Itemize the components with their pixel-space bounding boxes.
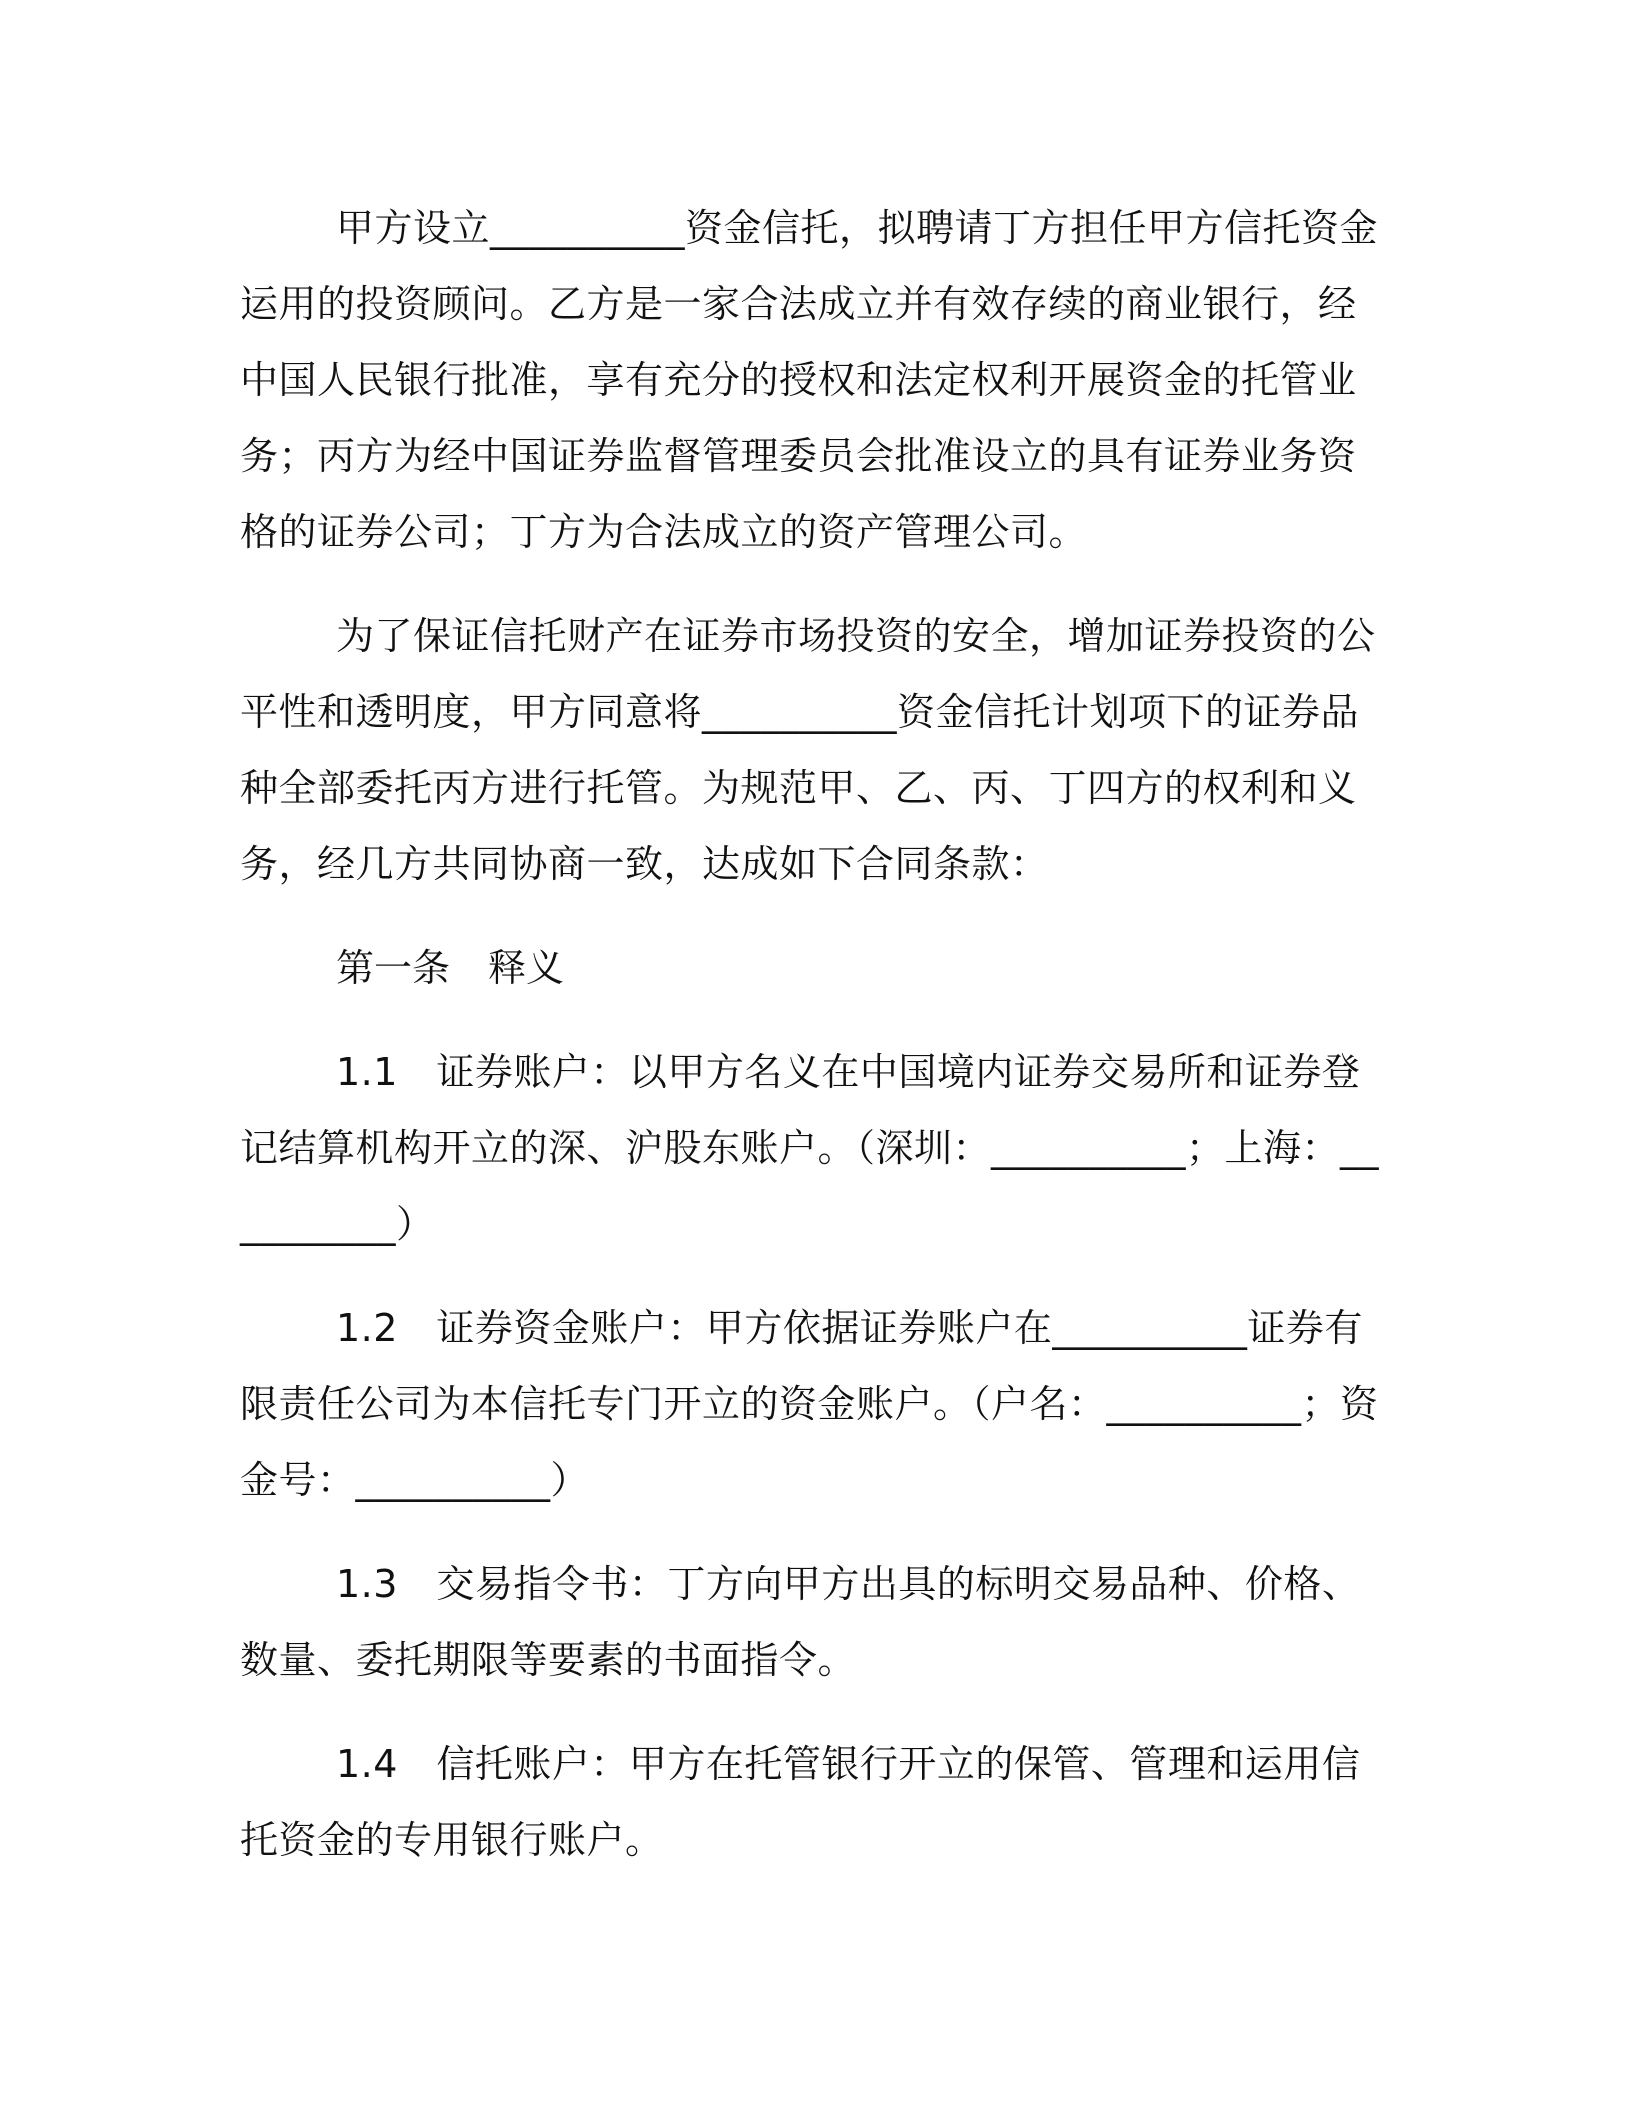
preamble-paragraph-2: 为了保证信托财产在证券市场投资的安全，增加证券投资的公平性和透明度，甲方同意将__________资金信托计划项下的证券品种全部委托丙方进行托管。为规范甲、乙、丙、丁四方的权利和义务，经几方共同协商一致，达成如下合同条款： <box>240 614 1376 886</box>
article-1-title: 第一条 释义 <box>336 946 565 990</box>
clause-1-4: 1.4 信托账户：甲方在托管银行开立的保管、管理和运用信托资金的专用银行账户。 <box>240 1742 1361 1862</box>
preamble-paragraph-1: 甲方设立__________资金信托，拟聘请丁方担任甲方信托资金运用的投资顾问。乙方是一家合法成立并有效存续的商业银行，经中国人民银行批准，享有充分的授权和法定权利开展资金的托管业务；丙方为经中国证券监督管理委员会批准设立的具有证券业务资格的证券公司；丁方为合法成立的资产管理公司。 <box>240 206 1379 554</box>
clause-1-2: 1.2 证券资金账户：甲方依据证券账户在__________证券有限责任公司为本信托专门开立的资金账户。（户名：__________；资金号：__________） <box>240 1306 1379 1502</box>
document-page <box>240 190 1392 1878</box>
clause-1-1: 1.1 证券账户：以甲方名义在中国境内证券交易所和证券登记结算机构开立的深、沪股东账户。（深圳：__________；上海：__________） <box>240 1050 1380 1246</box>
clause-1-3: 1.3 交易指令书：丁方向甲方出具的标明交易品种、价格、数量、委托期限等要素的书面指令。 <box>240 1562 1361 1682</box>
